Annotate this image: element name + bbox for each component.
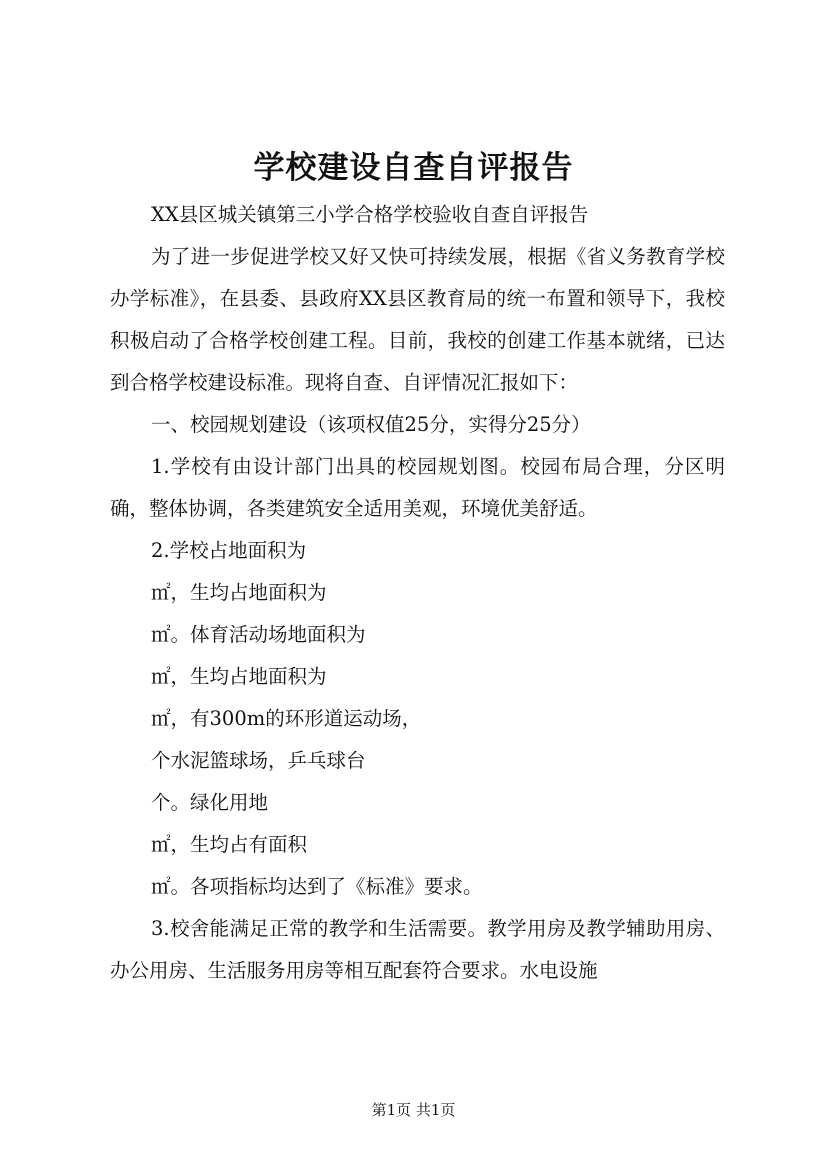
item-2-line: 2.学校占地面积为	[151, 539, 307, 562]
item-2-line: ㎡，生均占地面积为	[151, 665, 327, 688]
item-2-line: ㎡，有300m的环形道运动场，	[151, 707, 422, 730]
item-2-line: ㎡，生均占地面积为	[151, 581, 327, 604]
document-title: 学校建设自查自评报告	[253, 150, 574, 186]
item-3-paragraph: 3.校舍能满足正常的教学和生活需要。教学用房及教学辅助用房、办公用房、生活服务用房等相互配套符合要求。水电设施	[110, 917, 725, 982]
item-2-line: ㎡，生均占有面积	[151, 833, 308, 856]
subtitle-paragraph: XX县区城关镇第三小学合格学校验收自查自评报告	[151, 203, 589, 226]
item-2-line: 个水泥篮球场，乒乓球台	[151, 749, 366, 772]
page-number-footer: 第1页 共1页	[371, 1101, 456, 1119]
document-body	[110, 194, 725, 992]
item-2-line: 个。绿化用地	[151, 791, 269, 814]
section-heading: 一、校园规划建设（该项权值25分，实得分25分）	[151, 413, 591, 436]
intro-paragraph: 为了进一步促进学校又好又快可持续发展，根据《省义务教育学校办学标准》，在县委、县政府XX县区教育局的统一布置和领导下，我校积极启动了合格学校创建工程。目前，我校的创建工作基本就绪，已达到合格学校建设标准。现将自查、自评情况汇报如下：	[110, 245, 725, 394]
item-1-paragraph: 1.学校有由设计部门出具的校园规划图。校园布局合理，分区明确，整体协调，各类建筑安全适用美观，环境优美舒适。	[110, 455, 725, 520]
item-2-line: ㎡。各项指标均达到了《标准》要求。	[151, 875, 483, 898]
item-2-line: ㎡。体育活动场地面积为	[151, 623, 366, 646]
